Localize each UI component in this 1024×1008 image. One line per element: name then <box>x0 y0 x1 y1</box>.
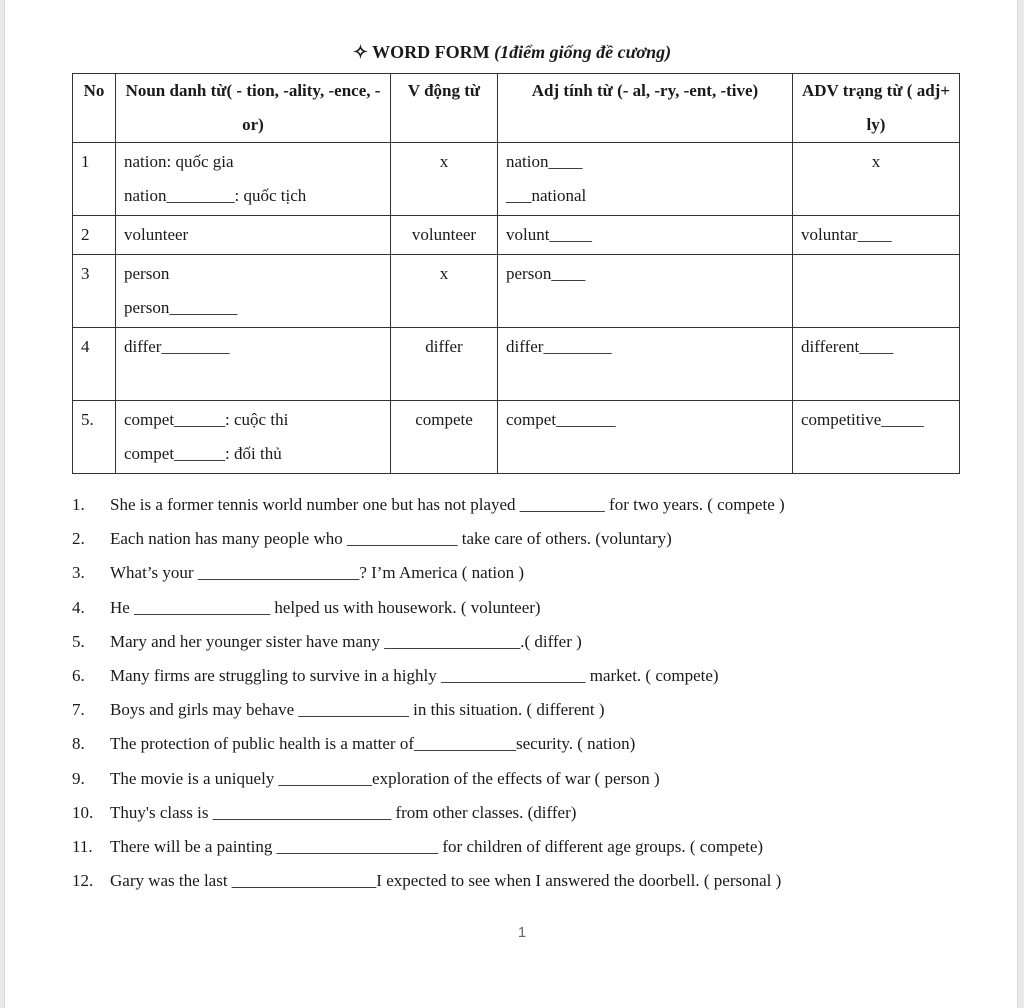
word-form-table <box>72 73 960 474</box>
diamond-bullet-icon: ✧ <box>352 42 368 62</box>
cell-verb: x <box>391 143 498 216</box>
cell-noun-line <box>124 364 382 398</box>
exercise-text: Each nation has many people who _____________ take care of others. (voluntary) <box>110 529 672 549</box>
cell-noun-line: person________ <box>124 298 238 317</box>
table-row <box>73 143 960 216</box>
exercise-text: Thuy's class is _____________________ from other classes. (differ) <box>110 802 577 822</box>
cell-noun <box>116 255 391 328</box>
cell-noun-line: compet______: cuộc thi <box>124 410 289 429</box>
exercise-item <box>72 798 785 832</box>
cell-no: 1 <box>73 143 116 216</box>
exercise-item <box>72 593 785 627</box>
table-row <box>73 328 960 401</box>
cell-adv: competitive_____ <box>793 401 960 474</box>
cell-adj <box>498 328 793 401</box>
cell-adv: x <box>793 143 960 216</box>
exercise-number: 8. <box>72 734 85 754</box>
cell-no: 3 <box>73 255 116 328</box>
table-body <box>73 143 960 474</box>
exercise-number: 7. <box>72 700 85 720</box>
exercise-item <box>72 764 785 798</box>
exercise-text: Gary was the last _________________I expected to see when I answered the doorbell. ( personal ) <box>110 871 782 891</box>
exercise-item <box>72 729 785 763</box>
cell-noun <box>116 328 391 401</box>
cell-noun-line: nation________: quốc tịch <box>124 186 307 205</box>
header-verb: V động từ <box>391 74 498 143</box>
exercise-number: 5. <box>72 631 85 651</box>
exercise-text: The movie is a uniquely ___________exploration of the effects of war ( person ) <box>110 768 660 788</box>
cell-verb: compete <box>391 401 498 474</box>
exercise-number: 12. <box>72 871 94 891</box>
exercise-item <box>72 524 785 558</box>
exercise-number: 9. <box>72 768 85 788</box>
cell-adj-line: differ________ <box>506 337 612 356</box>
cell-adj-line: person____ <box>506 264 586 283</box>
exercise-list <box>72 490 785 900</box>
cell-adj-line: ___national <box>506 186 587 205</box>
exercise-number: 2. <box>72 529 85 549</box>
cell-no: 4 <box>73 328 116 401</box>
title-note: (1điểm giống đề cương) <box>494 42 672 62</box>
cell-verb: differ <box>391 328 498 401</box>
cell-noun <box>116 216 391 255</box>
header-adv: ADV trạng từ ( adj+ ly) <box>793 74 960 143</box>
exercise-item <box>72 661 785 695</box>
exercise-number: 10. <box>72 802 94 822</box>
exercise-number: 11. <box>72 836 93 856</box>
cell-noun <box>116 401 391 474</box>
cell-noun-line: nation: quốc gia <box>124 152 234 171</box>
exercise-text: Boys and girls may behave _____________ in this situation. ( different ) <box>110 700 605 720</box>
header-no: No <box>73 74 116 143</box>
exercise-number: 4. <box>72 597 85 617</box>
exercise-text: She is a former tennis world number one but has not played __________ for two years. ( compete ) <box>110 495 785 514</box>
cell-noun-line: compet______: đối thủ <box>124 444 282 463</box>
cell-noun-line: person <box>124 264 170 283</box>
cell-no: 2 <box>73 216 116 255</box>
exercise-text: Many firms are struggling to survive in a highly _________________ market. ( compete) <box>110 665 719 685</box>
cell-adj-line: compet_______ <box>506 410 616 429</box>
cell-adj <box>498 216 793 255</box>
cell-adj-line: volunt_____ <box>506 225 592 244</box>
exercise-text: The protection of public health is a matter of____________security. ( nation) <box>110 734 636 754</box>
cell-adj-line: nation____ <box>506 152 583 171</box>
cell-adj <box>498 255 793 328</box>
exercise-item <box>72 695 785 729</box>
worksheet-title <box>0 42 1024 63</box>
table-header-row <box>73 74 960 143</box>
table-row <box>73 401 960 474</box>
cell-adv <box>793 255 960 328</box>
cell-adj <box>498 143 793 216</box>
header-noun: Noun danh từ( - tion, -ality, -ence, -or) <box>116 74 391 143</box>
cell-verb: volunteer <box>391 216 498 255</box>
cell-noun <box>116 143 391 216</box>
exercise-text: There will be a painting ___________________ for children of different age groups. ( compete) <box>110 836 764 856</box>
cell-noun-line: differ________ <box>124 337 230 356</box>
table-row <box>73 216 960 255</box>
cell-no: 5. <box>73 401 116 474</box>
cell-noun-line: volunteer <box>124 225 189 244</box>
header-adj: Adj tính từ (- al, -ry, -ent, -tive) <box>498 74 793 143</box>
exercise-item <box>72 490 785 524</box>
cell-verb: x <box>391 255 498 328</box>
exercise-text: Mary and her younger sister have many ________________.( differ ) <box>110 631 582 651</box>
exercise-number: 6. <box>72 665 85 685</box>
exercise-number: 3. <box>72 563 85 583</box>
exercise-number: 1. <box>72 495 85 514</box>
exercise-item <box>72 558 785 592</box>
exercise-item <box>72 627 785 661</box>
cell-adv: voluntar____ <box>793 216 960 255</box>
cell-adv: different____ <box>793 328 960 401</box>
exercise-item <box>72 832 785 866</box>
title-main: WORD FORM <box>372 42 490 62</box>
exercise-item <box>72 866 785 900</box>
page-number: 1 <box>517 924 527 941</box>
cell-adj <box>498 401 793 474</box>
exercise-text: What’s your ___________________? I’m America ( nation ) <box>110 563 525 583</box>
table-row <box>73 255 960 328</box>
exercise-text: He ________________ helped us with housework. ( volunteer) <box>110 597 541 617</box>
